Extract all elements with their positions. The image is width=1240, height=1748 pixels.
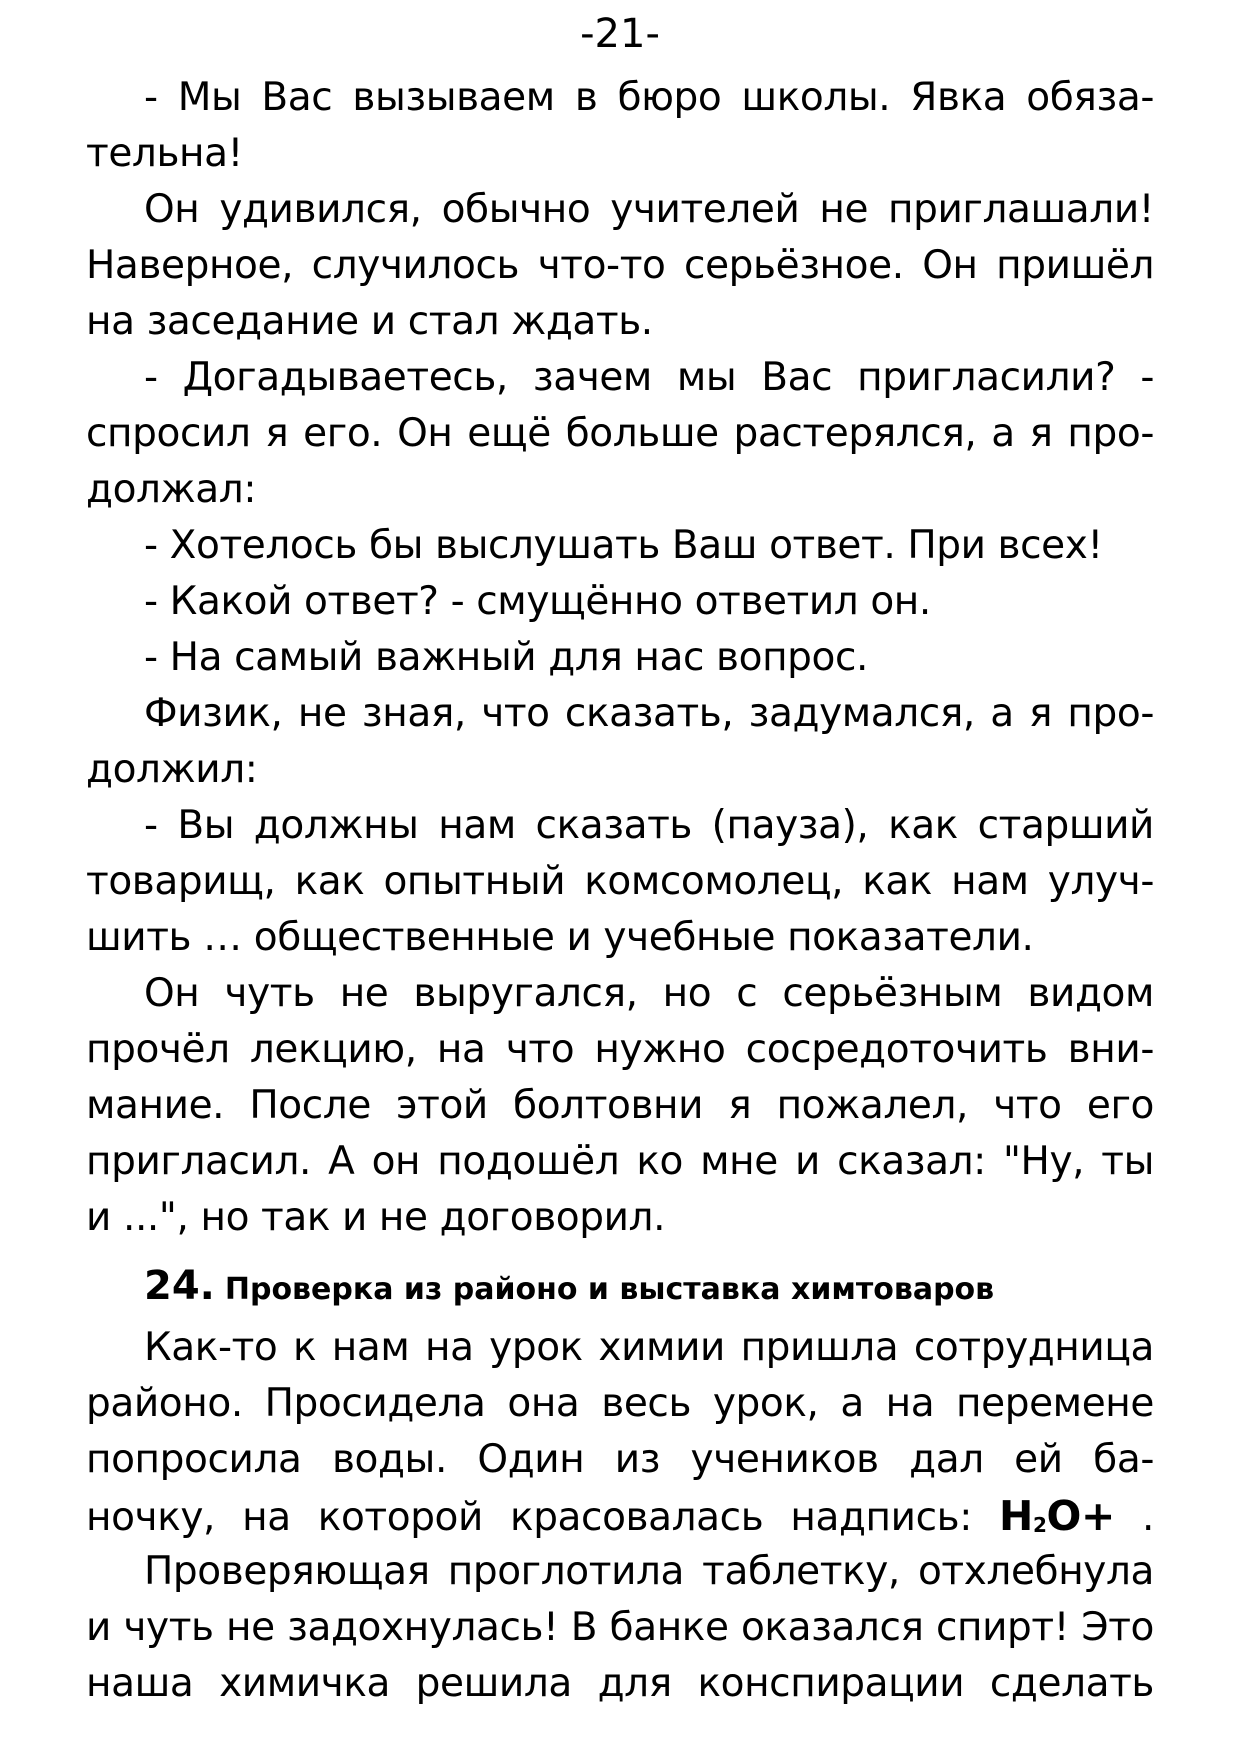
text-line: Он удивился, обычно учителей не приглашали! bbox=[144, 187, 1154, 232]
section-number: 24. bbox=[144, 1263, 215, 1309]
text-block-section bbox=[86, 1320, 1154, 1488]
text-line: - Какой ответ? - смущённо ответил он. bbox=[144, 579, 931, 624]
text-line: наша химичка решила для конспирации сделать bbox=[86, 1661, 1154, 1706]
text-line: спросил я его. Он ещё больше растерялся, а я про- bbox=[86, 411, 1154, 456]
text-line: районо. Просидела она весь урок, а на перемене bbox=[86, 1381, 1154, 1426]
text-line: мание. После этой болтовни я пожалел, что его bbox=[86, 1083, 1154, 1128]
page-text bbox=[86, 70, 1154, 1712]
text-line: - Вы должны нам сказать (пауза), как старший bbox=[144, 803, 1154, 848]
section-heading bbox=[86, 1254, 1154, 1320]
text-line: Наверное, случилось что-то серьёзное. Он пришёл bbox=[86, 243, 1154, 288]
text-line: - Мы Вас вызываем в бюро школы. Явка обяза- bbox=[144, 75, 1154, 120]
text-line: Проверяющая проглотила таблетку, отхлебнула bbox=[144, 1549, 1154, 1594]
text-line: - На самый важный для нас вопрос. bbox=[144, 635, 869, 680]
text-line: Физик, не зная, что сказать, задумался, а я про- bbox=[144, 691, 1154, 736]
text-line-formula: ночку, на которой красовалась надпись: H2O+ . bbox=[86, 1492, 1154, 1540]
text-block-before-section bbox=[86, 70, 1154, 1246]
text-line: пригласил. А он подошёл ко мне и сказал: "Ну, ты bbox=[86, 1139, 1154, 1184]
text-block-after-formula bbox=[86, 1544, 1154, 1712]
text-line: и ...", но так и не договорил. bbox=[86, 1195, 666, 1240]
text-line: товарищ, как опытный комсомолец, как нам улуч- bbox=[86, 859, 1154, 904]
chemical-formula: H2O+ bbox=[999, 1492, 1115, 1540]
text-line: тельна! bbox=[86, 131, 243, 176]
text-line: шить … общественные и учебные показатели. bbox=[86, 915, 1034, 960]
text-line: Он чуть не выругался, но с серьёзным видом bbox=[144, 971, 1154, 1016]
text-line: должал: bbox=[86, 467, 257, 512]
text-line: прочёл лекцию, на что нужно сосредоточить вни- bbox=[86, 1027, 1154, 1072]
text-line: Как-то к нам на урок химии пришла сотрудница bbox=[144, 1325, 1154, 1370]
text-line: - Хотелось бы выслушать Ваш ответ. При всех! bbox=[144, 523, 1103, 568]
text-line: и чуть не задохнулась! В банке оказался спирт! Это bbox=[86, 1605, 1154, 1650]
text-line: - Догадываетесь, зачем мы Вас пригласили? - bbox=[144, 355, 1154, 400]
section-title: Проверка из районо и выставка химтоваров bbox=[224, 1272, 995, 1307]
text-line: должил: bbox=[86, 747, 258, 792]
text-line: попросила воды. Один из учеников дал ей ба- bbox=[86, 1437, 1154, 1482]
text-line: на заседание и стал ждать. bbox=[86, 299, 653, 344]
page-number: -21- bbox=[580, 11, 660, 57]
